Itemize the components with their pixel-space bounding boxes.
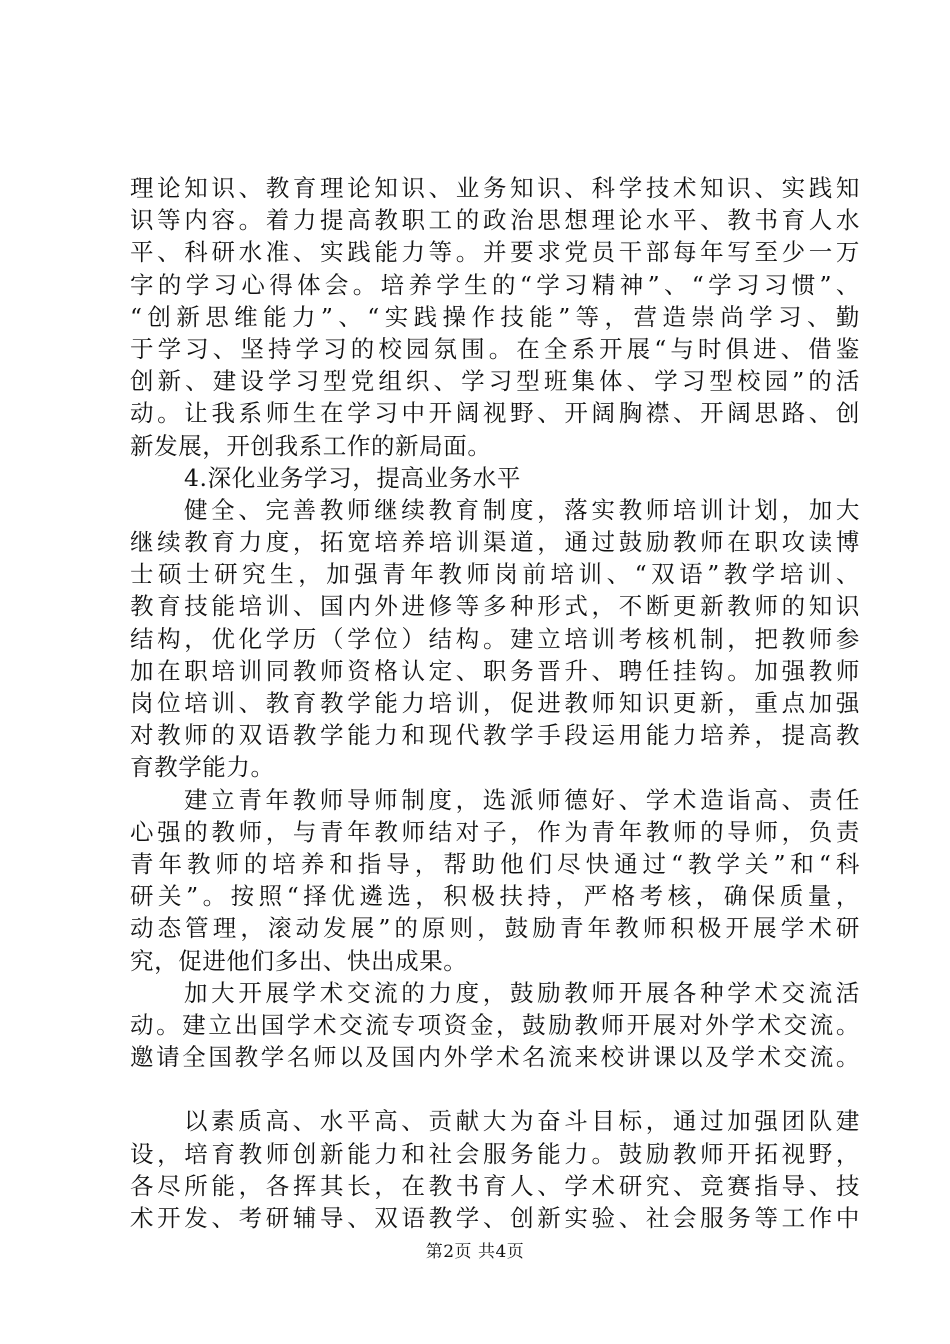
section-heading: 4.深化业务学习，提高业务水平 [184, 463, 521, 492]
text-line: 邀请全国教学名师以及国内外学术名流来校讲课以及学术交流。 [130, 1043, 860, 1072]
text-line: 动。建立出国学术交流专项资金，鼓励教师开展对外学术交流。 [130, 1010, 860, 1039]
text-line: 识等内容。着力提高教职工的政治思想理论水平、教书育人水 [130, 206, 860, 235]
text-line: 对教师的双语教学能力和现代教学手段运用能力培养，提高教 [130, 721, 860, 750]
text-line: 育教学能力。 [130, 753, 275, 782]
text-line: 心强的教师，与青年教师结对子，作为青年教师的导师，负责 [130, 817, 860, 846]
text-line: 教育技能培训、国内外进修等多种形式，不断更新教师的知识 [130, 592, 860, 621]
text-line: 加大开展学术交流的力度，鼓励教师开展各种学术交流活 [184, 978, 860, 1007]
text-line: 字的学习心得体会。培养学生的“学习精神”、“学习习惯”、 [130, 270, 860, 299]
text-line: 新发展，开创我系工作的新局面。 [130, 431, 492, 460]
text-line: 动。让我系师生在学习中开阔视野、开阔胸襟、开阔思路、创 [130, 399, 860, 428]
text-line: 以素质高、水平高、贡献大为奋斗目标，通过加强团队建 [184, 1107, 860, 1136]
text-line: 健全、完善教师继续教育制度，落实教师培训计划，加大 [184, 495, 860, 524]
text-line: “创新思维能力”、“实践操作技能”等，营造崇尚学习、勤 [130, 302, 860, 331]
text-line: 研关”。按照“择优遴选，积极扶持，严格考核，确保质量， [130, 882, 860, 911]
text-line: 于学习、坚持学习的校园氛围。在全系开展“与时俱进、借鉴 [130, 334, 860, 363]
text-line: 平、科研水准、实践能力等。并要求党员干部每年写至少一万 [130, 238, 860, 267]
text-line: 理论知识、教育理论知识、业务知识、科学技术知识、实践知 [130, 174, 860, 202]
text-line: 青年教师的培养和指导，帮助他们尽快通过“教学关”和“科 [130, 849, 860, 878]
text-line: 动态管理，滚动发展”的原则，鼓励青年教师积极开展学术研 [130, 914, 860, 943]
text-line: 各尽所能，各挥其长，在教书育人、学术研究、竞赛指导、技 [130, 1171, 860, 1200]
text-line: 继续教育力度，拓宽培养培训渠道，通过鼓励教师在职攻读博 [130, 528, 860, 557]
text-line: 究，促进他们多出、快出成果。 [130, 946, 468, 975]
text-line: 加在职培训同教师资格认定、职务晋升、聘任挂钩。加强教师 [130, 656, 860, 685]
text-line: 士硕士研究生，加强青年教师岗前培训、“双语”教学培训、 [130, 560, 860, 589]
document-body [130, 172, 860, 1234]
page-number-footer: 第2页 共4页 [425, 1242, 525, 1262]
text-line: 设，培育教师创新能力和社会服务能力。鼓励教师开拓视野， [130, 1139, 860, 1168]
text-line: 术开发、考研辅导、双语教学、创新实验、社会服务等工作中 [130, 1204, 860, 1232]
text-line: 结构，优化学历（学位）结构。建立培训考核机制，把教师参 [130, 624, 860, 653]
text-line: 岗位培训、教育教学能力培训，促进教师知识更新，重点加强 [130, 689, 860, 717]
paragraph-gap [130, 1073, 860, 1105]
text-line: 创新、建设学习型党组织、学习型班集体、学习型校园”的活 [130, 367, 860, 396]
text-line: 建立青年教师导师制度，选派师德好、学术造诣高、责任 [184, 785, 860, 814]
